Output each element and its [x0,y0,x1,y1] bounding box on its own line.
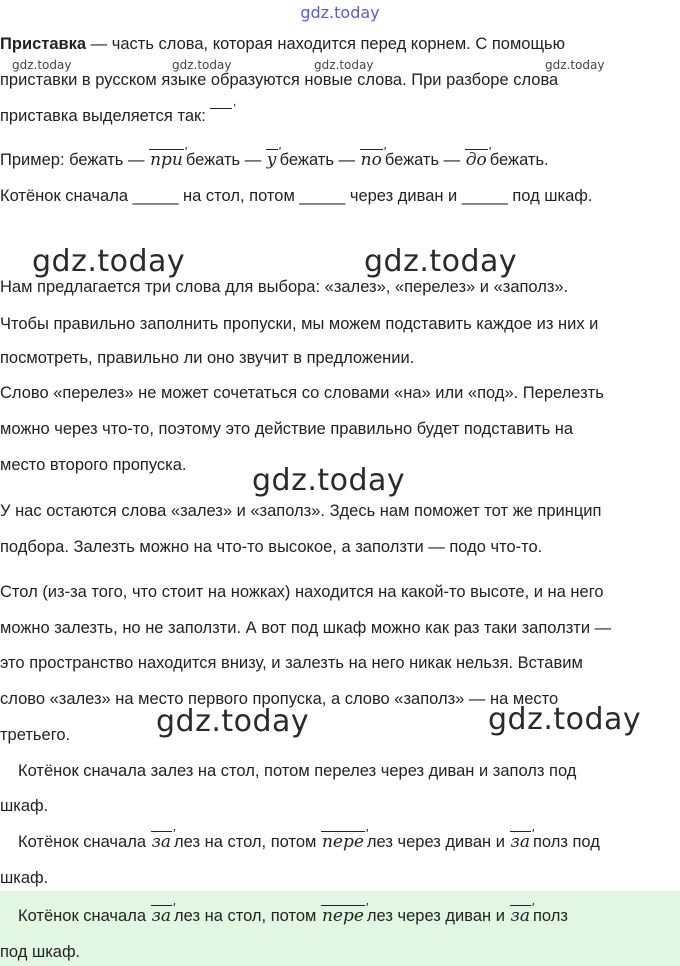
watermark-large: gdz.today [488,702,642,737]
watermark-large: gdz.today [252,463,406,498]
solution-line: слово «залез» на место первого пропуска, а слово «заполз» — на место [0,690,559,708]
solution-line: У нас остаются слова «залез» и «заполз». Здесь нам поможет тот же принцип [0,502,602,520]
watermark-large: gdz.today [156,704,310,739]
watermark-top: gdz.today [300,3,380,22]
marked-answer-end: шкаф. [0,869,49,887]
example-lead: Пример: бежать — [0,151,145,169]
watermark-small: gdz.today [172,58,232,72]
solution-line: третьего. [0,726,71,744]
marked-answer-line [18,832,600,852]
prefix: за ʹ [151,905,172,926]
solution-line: это пространство находится внизу, и залезть на него никак нельзя. Вставим [0,654,583,672]
answer-text: Котёнок сначала [18,907,147,925]
example-rest: бежать — [185,151,262,169]
prefix: при ʹ [149,149,184,170]
solution-line: Стол (из-за того, что стоит на ножках) находится на какой-то высоте, и на него [0,583,604,601]
prefix: за ʹ [151,831,172,852]
answer-text: лез через диван и [366,833,505,851]
example-rest: бежать — [279,151,356,169]
theory-line-1 [0,35,565,54]
solution-line: место второго пропуска. [0,456,187,474]
answer-text: полз под [532,833,600,851]
final-answer-end: под шкаф. [0,943,81,961]
watermark-small: gdz.today [314,58,374,72]
highlighted-answer-background [0,891,680,966]
example-rest: бежать. [489,151,549,169]
prefix: за ʹ [510,905,531,926]
watermark-small: gdz.today [545,58,605,72]
solution-line: можно залезть, но не заползти. А вот под шкаф можно как раз таки заползти — [0,619,612,637]
answer-text: Котёнок сначала [18,833,147,851]
prefix: пере ʹ [321,905,365,926]
answer-line: шкаф. [0,797,49,815]
prefix: у ʹ [266,149,278,170]
solution-line: Нам предлагается три слова для выбора: «залез», «перелез» и «заполз». [0,278,569,296]
solution-line: Слово «перелез» не может сочетаться со словами «на» или «под». Перелезть [0,384,604,402]
final-answer-line [18,906,568,926]
prefix: пере ʹ [321,831,365,852]
solution-line: можно через что-то, поэтому это действие правильно будет подставить на [0,420,574,438]
theory-line-3 [0,107,232,126]
prefix: за ʹ [510,831,531,852]
solution-line: подбора. Залезть можно на что-то высокое, а заползти — подо что-то. [0,538,543,556]
prefix: по ʹ [360,149,383,170]
answer-text: лез через диван и [366,907,505,925]
prefix-mark-icon [210,108,232,123]
example-rest: бежать — [384,151,461,169]
watermark-large: gdz.today [32,244,186,279]
answer-line: Котёнок сначала залез на стол, потом перелез через диван и заполз под [18,762,577,780]
answer-text: полз [532,907,568,925]
theory-line-2: приставки в русском языке образуются новые слова. При разборе слова [0,71,559,89]
task-sentence: Котёнок сначала _____ на стол, потом _____ через диван и _____ под шкаф. [0,187,593,205]
definition-part-3: приставка выделяется так: [0,107,206,125]
definition-part-1: — часть слова, которая находится перед корнем. С помощью [86,35,566,53]
answer-text: лез на стол, потом [174,833,317,851]
answer-text: лез на стол, потом [174,907,317,925]
solution-line: Чтобы правильно заполнить пропуски, мы можем подставить каждое из них и [0,315,599,333]
watermark-large: gdz.today [364,244,518,279]
term: Приставка [0,35,87,53]
watermark-small: gdz.today [12,58,72,72]
prefix: до ʹ [465,149,488,170]
solution-line: посмотреть, правильно ли оно звучит в предложении. [0,349,415,367]
example-line [0,150,549,170]
